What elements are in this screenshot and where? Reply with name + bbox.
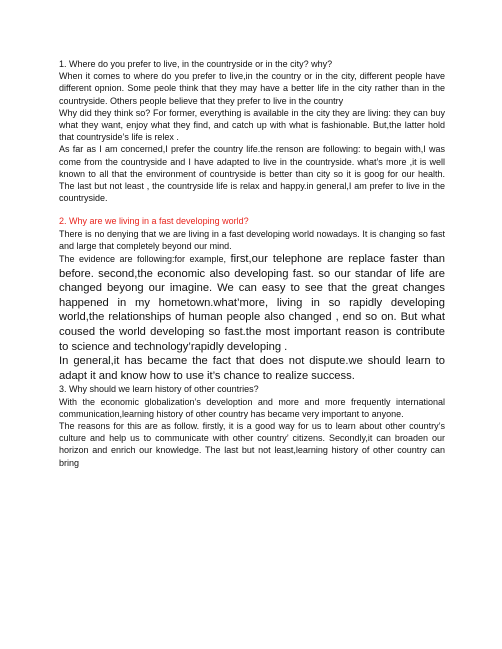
section-3-paragraph: The reasons for this are as follow. firstly, it is a good way for us to learn about other country’s culture and help us to communicate with other country’ citizens. Secondly,it can broaden our horizon and enrich our knowledge. The last but not least,learning history of other country can bring: [59, 421, 445, 468]
section-2-evidence-start: The evidence are following:for example,: [59, 254, 231, 265]
section-2-evidence: [59, 252, 445, 354]
document-page: [59, 58, 445, 469]
section-2-conclusion: In general,it has became the fact that does not dispute.we should learn to adapt it and know how to use it’s chance to realize success.: [59, 355, 445, 382]
section-2-intro: There is no denying that we are living in a fast developing world nowadays. It is changing so fast and large that completely beyond our mind.: [59, 228, 445, 251]
section-1-paragraph: When it comes to where do you prefer to live,in the country or in the city, different people have different opnion. Some peole think that they may have a better life in the city rather than in the countryside. Others people believe that they prefer to live in the country: [59, 71, 445, 106]
section-1-paragraph: As far as I am concerned,I prefer the country life.the renson are following: to begain with,I was come from the countryside and I have adapted to live in the countryside. what’s more ,it is well known to all that the environment of countryside is better than city so it is goog for our health. The last but not least , the countryside life is relax and happy.in general,I am prefer to live in the countryside.: [59, 144, 445, 204]
section-1-heading: 1. Where do you prefer to live, in the countryside or in the city? why?: [59, 59, 333, 69]
section-3-paragraph: With the economic globalization’s develoption and more and more frequently international communication,learning history of other country has became very important to anyone.: [59, 396, 445, 419]
section-3-heading: 3. Why should we learn history of other countries?: [59, 384, 259, 395]
section-1-paragraph: Why did they think so? For former, everything is available in the city they are living: they can buy what they want, enjoy what they find, and catch up with what is fashionable. But,the latter hold that countryside’s life is relex .: [59, 107, 445, 143]
section-2-evidence-rest: first,our telephone are replace faster than before. second,the economic also developing fast. so our standar of life are changed beyong our imagine. We can easy to see that the great changes happened in my hometown.what’more, living in so rapidly developing world,the relationships of human people also changed , end so on. But what coused the world developing so fast.the most important reason is contribute to science and technology’rapidly developing .: [59, 253, 446, 353]
section-2-heading: 2. Why are we living in a fast developing world?: [59, 216, 249, 227]
